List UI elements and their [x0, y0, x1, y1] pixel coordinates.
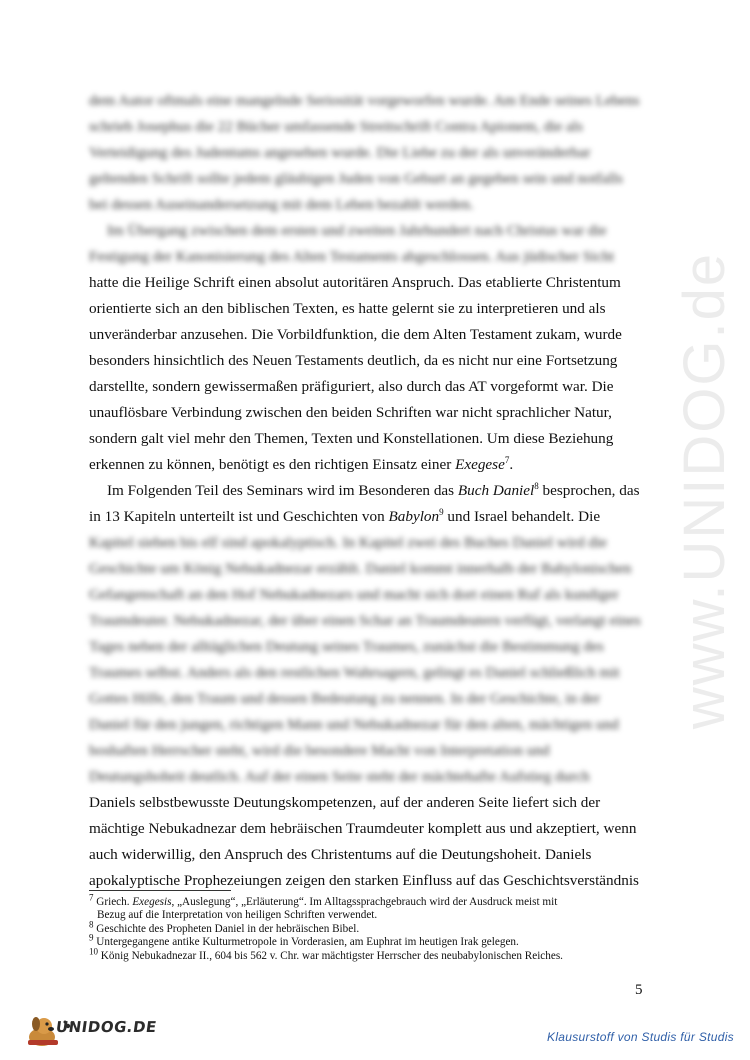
text-line: schrieb Josephus die 22 Bücher umfassende Streitschrift Contra Apionem, die als: [89, 118, 583, 135]
text-line: darstellte, sondern gewissermaßen präfiguriert, also durch das AT vorgeformt war. Die: [89, 378, 614, 395]
term-exegese: Exegese: [455, 456, 505, 473]
text-line-blurred: Daniel für den jungen, richtigen Mann und Nebukadnezar für den alten, mächtigen und: [89, 716, 619, 733]
footnote-ref-7: 7: [504, 454, 510, 465]
text-line-blurred: Tages neben der alltäglichen Deutung seines Traumes, zunächst die Bestimmung des: [89, 638, 604, 655]
text-line: mächtige Nebukadnezar dem hebräischen Traumdeuter komplett aus und akzeptiert, wenn: [89, 820, 637, 837]
text-line-blurred: Traumes selbst. Anders als den restlichen Wahrsagern, gelingt es Daniel schließlich mit: [89, 664, 620, 681]
footnote-number: 10: [89, 945, 98, 956]
footnote-text: Geschichte des Propheten Daniel in der hebräischen Bibel.: [93, 922, 360, 935]
text-segment: und Israel behandelt. Die: [443, 508, 601, 525]
text-segment: .: [509, 456, 514, 473]
text-segment: besprochen, das: [538, 482, 640, 499]
paragraph-2: [89, 218, 642, 478]
footnote-7-continued: Bezug auf die Interpretation von heiligen Schriften verwendet.: [97, 909, 378, 922]
text-line-blurred: Deutungshoheit deutlich. Auf der einen Seite steht der mächtehafte Aufstieg durch: [89, 768, 590, 785]
footnote-ref-9: 9: [439, 506, 444, 517]
footnote-ref-8: 8: [534, 480, 539, 491]
text-line: [89, 504, 642, 530]
text-line: sondern galt viel mehr den Themen, Texten und Konstellationen. Um diese Beziehung: [89, 430, 614, 447]
footnote-10: [89, 945, 649, 963]
footer-slogan: Klausurstoff von Studis für Studis: [547, 1030, 734, 1044]
footnotes: [89, 892, 649, 963]
text-line: unveränderbar anzusehen. Die Vorbildfunktion, die dem Alten Testament zukam, wurde: [89, 326, 622, 343]
text-line: [89, 452, 642, 478]
page-number: 5: [635, 982, 643, 998]
text-line: besonders hinsichtlich des Neuen Testaments deutlich, da es nicht nur eine Fortsetzung: [89, 352, 618, 369]
text-line-blurred: Festigung der Kanonisierung des Alten Testaments abgeschlossen. Aus jüdischer Sicht: [89, 248, 615, 265]
footnote-separator: [89, 890, 231, 891]
text-line: dem Autor oftmals eine mangelnde Seriosität vorgeworfen wurde. Am Ende seines Lebens: [89, 92, 640, 109]
footnote-8: [89, 919, 649, 936]
footnote-number: 8: [89, 919, 94, 930]
watermark-text: www.UNIDOG.de: [672, 251, 738, 729]
text-line-blurred: Gottes Hilfe, den Traum und dessen Bedeutung zu nennen. In der Geschichte, in der: [89, 690, 601, 707]
text-line-blurred: Traumdeuter. Nebukadnezar, der über einen Schar an Traumdeutern verfügt, verlangt eines: [89, 612, 641, 629]
footnote-7: [89, 892, 649, 909]
term-babylon: Babylon: [388, 508, 440, 525]
text-line: orientierte sich an den biblischen Texten, es hatte gelernt sie zu interpretieren und als: [89, 300, 606, 317]
text-line: geltenden Schrift sollte jedem gläubigen Juden von Geburt an gegeben sein und notfalls: [89, 170, 623, 187]
text-segment: Im Folgenden Teil des Seminars wird im Besonderen das: [107, 482, 458, 499]
paragraph-3: [89, 478, 642, 894]
term-buch-daniel: Buch Daniel: [457, 482, 535, 499]
text-line-blurred: Geschichte um König Nebukadnezar erzählt. Daniel kommt innerhalb der Babylonischen: [89, 560, 632, 577]
dog-icon: [28, 1017, 58, 1046]
text-line: auch widerwillig, den Anspruch des Christentums auf die Deutungshoheit. Daniels: [89, 846, 592, 863]
footnote-number: 7: [89, 892, 94, 903]
text-line-blurred: Im Übergang zwischen dem ersten und zweiten Jahrhundert nach Christus war die: [107, 222, 607, 239]
text-segment: in 13 Kapiteln unterteilt ist und Geschichten von: [89, 508, 389, 525]
footnote-text: König Nebukadnezar II., 604 bis 562 v. Chr. war mächtigster Herrscher des neubabylonischen Reiches.: [98, 949, 563, 962]
paragraph-1-blurred: [89, 88, 642, 218]
text-line: Daniels selbstbewusste Deutungskompetenzen, auf der anderen Seite liefert sich der: [89, 794, 601, 811]
footnote-text: Untergegangene antike Kulturmetropole in Vorderasien, am Euphrat im heutigen Irak gelegen.: [93, 936, 519, 949]
logo-text: UNIDOG.DE: [54, 1018, 158, 1036]
footnote-text: Griech.: [93, 896, 133, 908]
footnote-term: Exegesis: [132, 896, 172, 908]
text-line-blurred: Gefangenschaft an den Hof Nebukadnezars und macht sich dort einen Ruf als kundiger: [89, 586, 619, 603]
text-line: unauflösbare Verbindung zwischen den beiden Schriften war nicht sprachlicher Natur,: [89, 404, 612, 421]
text-line: bei dessen Auseinandersetzung mit dem Leben bezahlt werden.: [89, 196, 474, 213]
text-line: Verteidigung des Judentums angesehen wurde. Die Liebe zu der als unveränderbar: [89, 144, 591, 161]
watermark: [650, 250, 750, 730]
footnote-9: [89, 932, 649, 949]
text-line-blurred: boshaften Herrscher steht, wird die besondere Macht von Interpretation und: [89, 742, 550, 759]
text-line: apokalyptische Prophezeiungen zeigen den starken Einfluss auf das Geschichtsverständnis: [89, 872, 639, 889]
footnote-text: , „Auslegung“, „Erläuterung“. Im Alltagssprachgebrauch wird der Ausdruck meist mit: [171, 896, 558, 908]
text-line: hatte die Heilige Schrift einen absolut autoritären Anspruch. Das etablierte Christentum: [89, 274, 621, 291]
text-segment: erkennen zu können, benötigt es den richtigen Einsatz einer: [89, 456, 456, 473]
footnote-number: 9: [89, 932, 94, 943]
text-line-blurred: Kapitel sieben bis elf sind apokalyptisch. In Kapitel zwei des Buches Daniel wird die: [89, 534, 607, 551]
text-line: [89, 478, 642, 504]
